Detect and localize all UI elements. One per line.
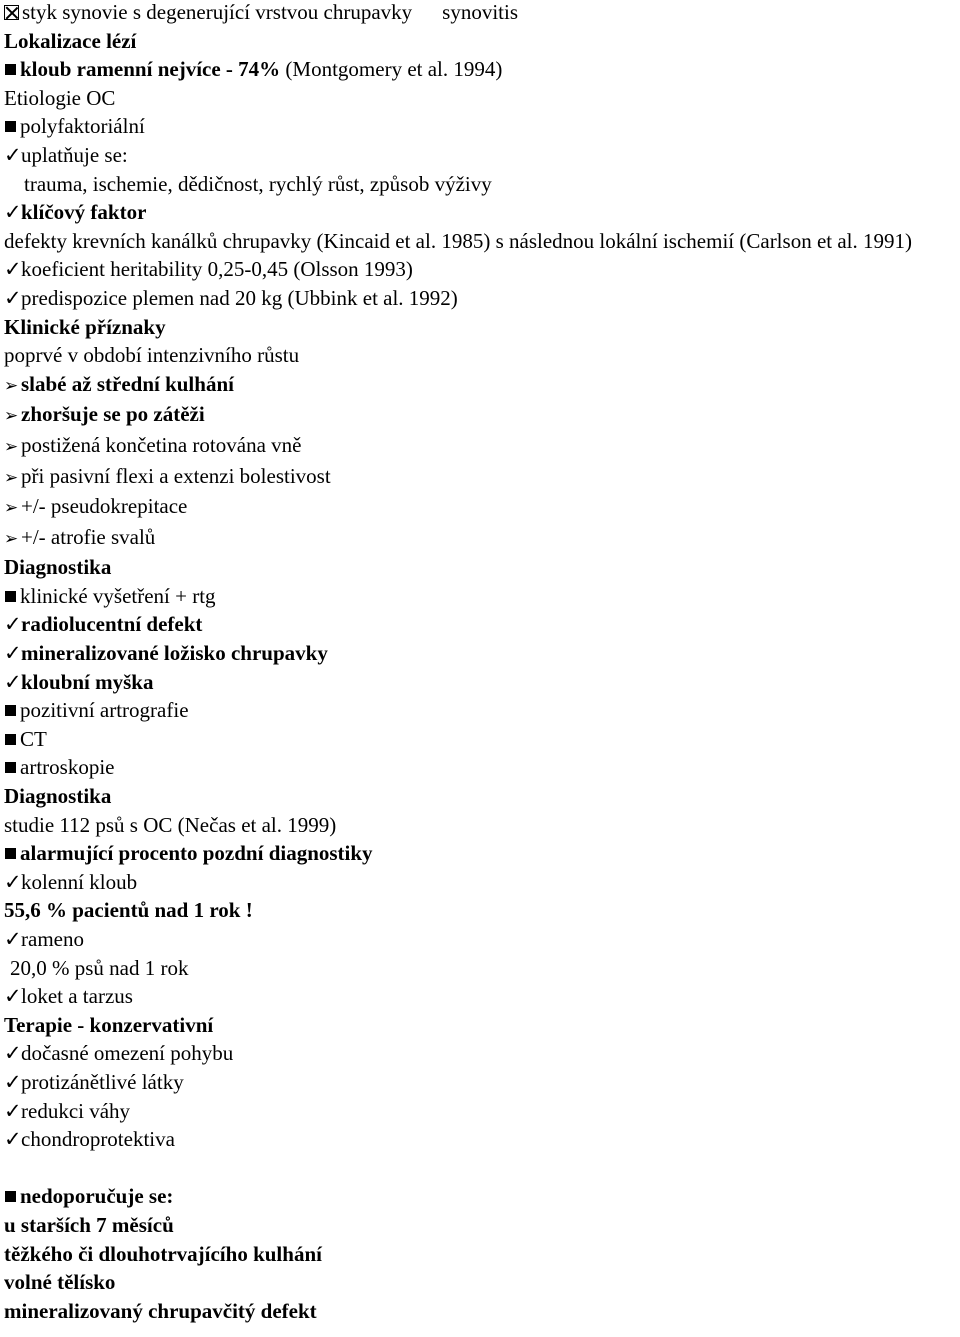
arrow-bullet-icon: ➢ bbox=[4, 467, 19, 487]
line-text: defekty krevních kanálků chrupavky (Kincaid et al. 1985) s následnou lokální ischemií (Carlson et al. 1991) bbox=[4, 228, 912, 253]
document-line bbox=[4, 1068, 960, 1097]
line-text: koeficient heritability 0,25-0,45 (Olsson 1993) bbox=[21, 257, 413, 282]
document-line bbox=[4, 1011, 960, 1040]
line-text: postižená končetina rotována vně bbox=[21, 432, 302, 457]
document-line bbox=[4, 1211, 960, 1240]
document-line bbox=[4, 982, 960, 1011]
document-line bbox=[4, 868, 960, 897]
line-text: zhoršuje se po zátěži bbox=[21, 402, 205, 427]
checkmark-bullet-icon: ✓ bbox=[4, 669, 22, 694]
line-text: rameno bbox=[21, 927, 84, 951]
document-line bbox=[4, 696, 960, 725]
document-line bbox=[4, 668, 960, 697]
checkmark-bullet-icon: ✓ bbox=[4, 641, 22, 666]
arrow-bullet-icon: ➢ bbox=[4, 498, 19, 518]
document-line bbox=[4, 925, 960, 954]
square-bullet-icon bbox=[5, 591, 16, 602]
document-line bbox=[4, 84, 960, 113]
square-bullet-icon bbox=[5, 1191, 16, 1202]
arrow-bullet-icon: ➢ bbox=[4, 528, 19, 548]
document-line bbox=[4, 954, 960, 983]
line-text: klinické vyšetření + rtg bbox=[20, 583, 216, 608]
line-text: studie 112 psů s OC (Nečas et al. 1999) bbox=[4, 812, 337, 837]
document-line bbox=[4, 782, 960, 811]
document-body bbox=[4, 0, 960, 1325]
checkmark-bullet-icon: ✓ bbox=[4, 1127, 22, 1152]
line-text: Klinické příznaky bbox=[4, 314, 166, 339]
line-text: alarmující procento pozdní diagnostiky bbox=[20, 841, 373, 866]
line-text: predispozice plemen nad 20 kg (Ubbink et al. 1992) bbox=[21, 285, 458, 310]
line-text: redukci váhy bbox=[21, 1098, 131, 1123]
checkmark-bullet-icon: ✓ bbox=[4, 612, 22, 637]
square-bullet-icon bbox=[5, 121, 16, 132]
document-line bbox=[4, 582, 960, 611]
square-bullet-icon bbox=[5, 762, 16, 773]
document-line bbox=[4, 370, 960, 401]
line-text: dočasné omezení pohybu bbox=[21, 1041, 234, 1066]
document-line bbox=[4, 492, 960, 523]
line-text: při pasivní flexi a extenzi bolestivost bbox=[21, 463, 331, 488]
document-line bbox=[4, 27, 960, 56]
line-text: kloub ramenní nejvíce - 74% bbox=[20, 57, 286, 82]
checkmark-bullet-icon: ✓ bbox=[4, 869, 22, 894]
line-text: radiolucentní defekt bbox=[21, 612, 203, 637]
checkmark-bullet-icon: ✓ bbox=[4, 984, 22, 1009]
document-line bbox=[4, 0, 960, 27]
line-text: Diagnostika bbox=[4, 555, 112, 580]
checkmark-bullet-icon: ✓ bbox=[4, 1041, 22, 1066]
checkmark-bullet-icon: ✓ bbox=[4, 257, 22, 282]
document-line bbox=[4, 55, 960, 84]
document-line bbox=[4, 1297, 960, 1326]
line-text: Terapie - konzervativní bbox=[4, 1012, 214, 1037]
line-extra-text: synovitis bbox=[442, 0, 519, 24]
line-text: 55,6 % pacientů nad 1 rok ! bbox=[4, 898, 253, 923]
document-line bbox=[4, 639, 960, 668]
line-text: +/- pseudokrepitace bbox=[21, 494, 188, 519]
checkmark-bullet-icon: ✓ bbox=[4, 1098, 22, 1123]
document-line bbox=[4, 112, 960, 141]
document-line bbox=[4, 523, 960, 554]
line-text: nedoporučuje se: bbox=[20, 1184, 174, 1209]
line-text: +/- atrofie svalů bbox=[21, 524, 156, 549]
line-text: u starších 7 měsíců bbox=[4, 1212, 174, 1237]
line-text: mineralizované ložisko chrupavky bbox=[21, 641, 328, 666]
line-text: chondroprotektiva bbox=[21, 1127, 175, 1152]
document-line bbox=[4, 462, 960, 493]
line-text: kolenní kloub bbox=[21, 869, 138, 894]
line-text-rest: (Montgomery et al. 1994) bbox=[285, 57, 503, 82]
checkmark-bullet-icon: ✓ bbox=[4, 1069, 22, 1094]
line-text: pozitivní artrografie bbox=[20, 698, 189, 723]
line-text: CT bbox=[20, 726, 47, 751]
document-line bbox=[4, 553, 960, 582]
square-bullet-icon bbox=[5, 64, 16, 75]
document-line bbox=[4, 896, 960, 925]
crossed-box-bullet-icon bbox=[4, 5, 19, 20]
blank-line bbox=[4, 1154, 960, 1183]
document-line bbox=[4, 227, 954, 256]
document-line bbox=[4, 284, 960, 313]
document-line bbox=[4, 431, 960, 462]
document-line bbox=[4, 198, 960, 227]
line-text: Etiologie OC bbox=[4, 85, 116, 110]
document-line bbox=[4, 170, 960, 199]
line-text: mineralizovaný chrupavčitý defekt bbox=[4, 1298, 317, 1323]
document-line bbox=[4, 839, 960, 868]
document-line bbox=[4, 255, 960, 284]
document-line bbox=[4, 1182, 960, 1211]
line-text: styk synovie s degenerující vrstvou chrupavky bbox=[22, 0, 413, 24]
document-line bbox=[4, 1240, 960, 1269]
line-text: loket a tarzus bbox=[21, 984, 133, 1009]
arrow-bullet-icon: ➢ bbox=[4, 375, 19, 395]
square-bullet-icon bbox=[5, 705, 16, 716]
document-line bbox=[4, 1097, 960, 1126]
line-text: volné tělísko bbox=[4, 1270, 116, 1295]
line-text: trauma, ischemie, dědičnost, rychlý růst, způsob výživy bbox=[24, 171, 492, 196]
document-line bbox=[4, 610, 960, 639]
line-text: protizánětlivé látky bbox=[21, 1069, 184, 1094]
document-line bbox=[4, 313, 960, 342]
arrow-bullet-icon: ➢ bbox=[4, 406, 19, 426]
document-line bbox=[4, 400, 960, 431]
line-text: kloubní myška bbox=[21, 669, 154, 694]
line-text: polyfaktoriální bbox=[20, 114, 145, 139]
line-text: uplatňuje se: bbox=[21, 142, 128, 167]
line-text: Lokalizace lézí bbox=[4, 28, 137, 53]
document-line bbox=[4, 141, 960, 170]
document-line bbox=[4, 1125, 960, 1154]
line-text: klíčový faktor bbox=[21, 200, 147, 225]
checkmark-bullet-icon: ✓ bbox=[4, 142, 22, 167]
line-text: poprvé v období intenzivního růstu bbox=[4, 343, 300, 368]
checkmark-bullet-icon: ✓ bbox=[4, 285, 22, 310]
square-bullet-icon bbox=[5, 848, 16, 859]
checkmark-bullet-icon: ✓ bbox=[4, 200, 22, 225]
document-line bbox=[4, 725, 960, 754]
document-line bbox=[4, 811, 960, 840]
line-text: artroskopie bbox=[20, 755, 115, 780]
document-line bbox=[4, 341, 960, 370]
line-text: slabé až střední kulhání bbox=[21, 371, 234, 396]
line-text: Diagnostika bbox=[4, 784, 112, 809]
arrow-bullet-icon: ➢ bbox=[4, 436, 19, 456]
document-line bbox=[4, 1268, 960, 1297]
square-bullet-icon bbox=[5, 734, 16, 745]
checkmark-bullet-icon: ✓ bbox=[4, 927, 22, 951]
document-line bbox=[4, 753, 960, 782]
document-line bbox=[4, 1039, 960, 1068]
line-text: 20,0 % psů nad 1 rok bbox=[10, 955, 189, 980]
line-text: těžkého či dlouhotrvajícího kulhání bbox=[4, 1241, 322, 1266]
